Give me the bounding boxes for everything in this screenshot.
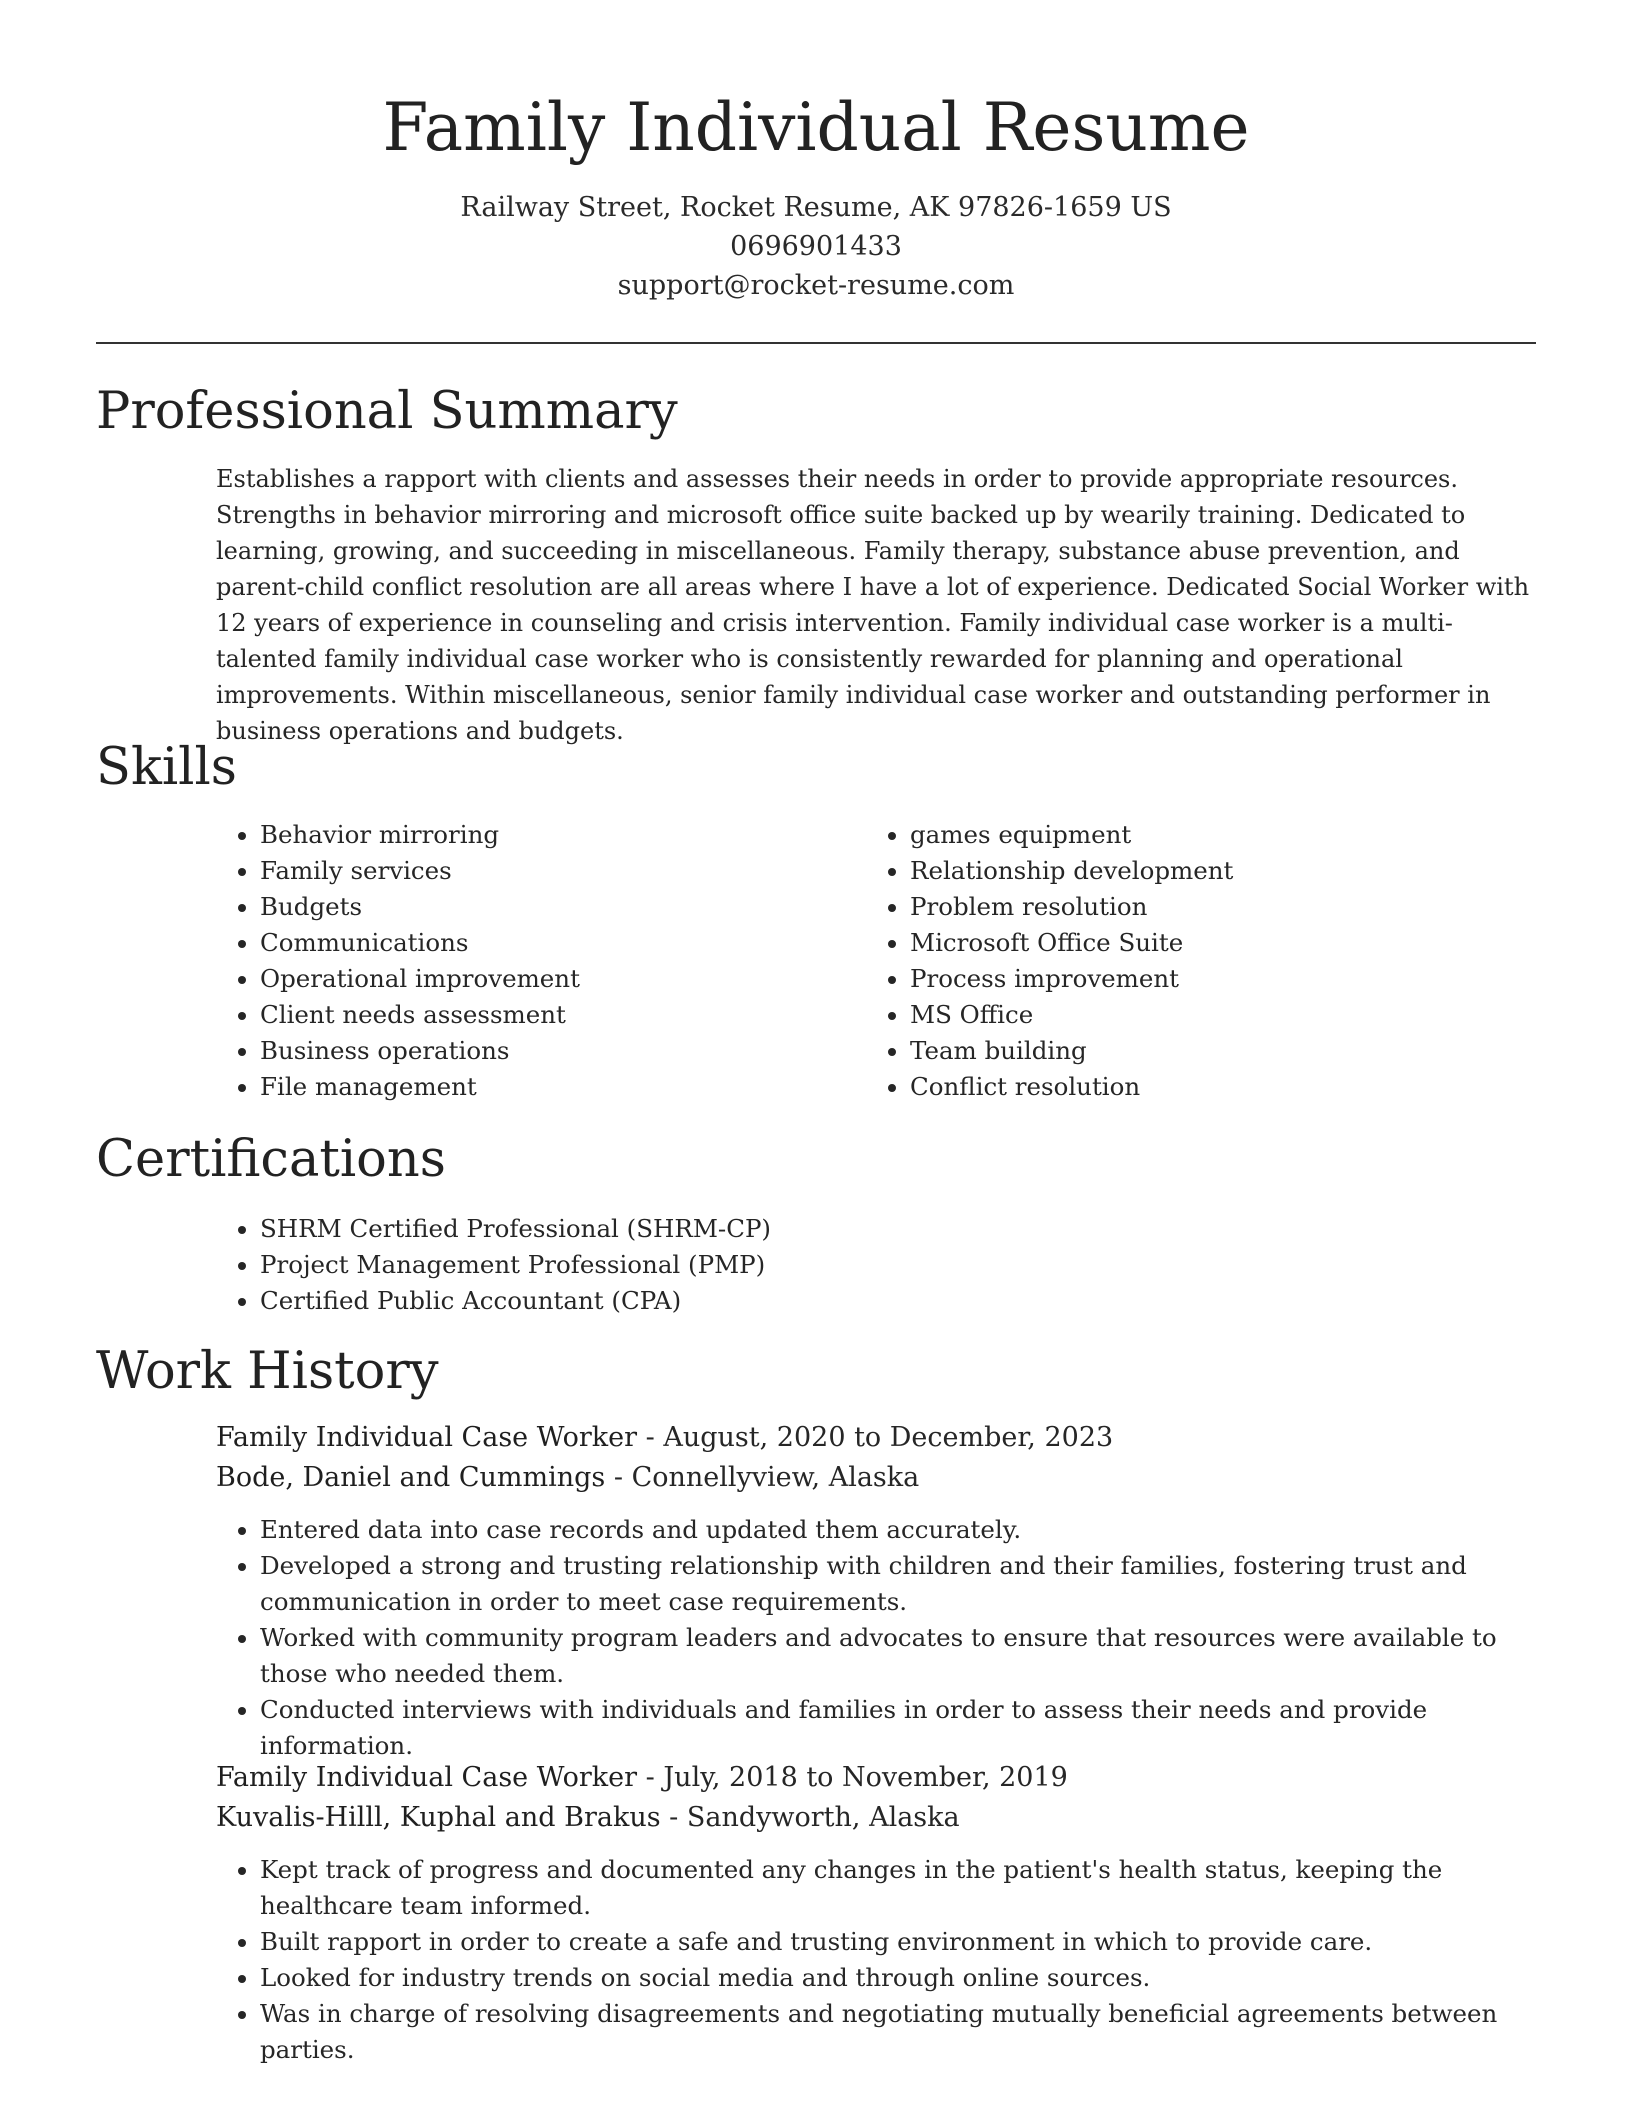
job-title-line	[216, 1758, 1536, 1798]
job-role: Family Individual Case Worker	[216, 1422, 638, 1453]
job-duty: • Built rapport in order to create a safe and trusting environment in which to provide care.	[260, 1924, 1536, 1960]
certification-item: • Certified Public Accountant (CPA)	[260, 1283, 1216, 1319]
summary-text: Establishes a rapport with clients and assesses their needs in order to provide appropriate resources. Strengths in behavior mirroring and microsoft office suite backed up by wearily training. Dedicated to learning, growing, and succeeding in miscellaneous. Family therapy, substance abuse prevention, and parent-child conflict resolution are all areas where I have a lot of experience. Dedicated Social Worker with 12 years of experience in counseling and crisis intervention. Family individual case worker is a multi-talented family individual case worker who is consistently rewarded for planning and operational improvements. Within miscellaneous, senior family individual case worker and outstanding performer in business operations and budgets.	[216, 465, 1530, 745]
contact-phone: 0696901433	[730, 231, 902, 262]
contact-address: Railway Street, Rocket Resume, AK 97826-1659 US	[460, 192, 1172, 223]
section-title-skills: Skills	[96, 738, 237, 797]
contact-info	[96, 188, 1536, 305]
job-separator: -	[637, 1422, 664, 1453]
job-entry	[216, 1758, 1536, 2068]
skill-item: • Budgets	[260, 889, 856, 925]
job-duties-list	[216, 1512, 1536, 1764]
job-company-line	[216, 1798, 1536, 1838]
skill-item: • Problem resolution	[910, 889, 1506, 925]
job-duty: • Looked for industry trends on social media and through online sources.	[260, 1960, 1536, 1996]
section-title-work-history: Work History	[96, 1342, 439, 1401]
certification-item: • Project Management Professional (PMP)	[260, 1247, 1216, 1283]
skill-item: • Conflict resolution	[910, 1069, 1506, 1105]
job-duty: • Developed a strong and trusting relationship with children and their families, fostering trust and communication in order to meet case requirements.	[260, 1548, 1536, 1620]
job-location: Connellyview, Alaska	[631, 1462, 920, 1493]
skill-item: • File management	[260, 1069, 856, 1105]
job-duties-list	[216, 1852, 1536, 2068]
skill-item: • Microsoft Office Suite	[910, 925, 1506, 961]
resume-name: Family Individual Resume	[382, 89, 1250, 166]
skill-item: • Team building	[910, 1033, 1506, 1069]
skill-item: • Relationship development	[910, 853, 1506, 889]
job-separator: -	[660, 1802, 687, 1833]
certification-item: • SHRM Certified Professional (SHRM-CP)	[260, 1211, 1216, 1247]
job-duty: • Kept track of progress and documented any changes in the patient's health status, keeping the healthcare team informed.	[260, 1852, 1536, 1924]
skill-item: • Business operations	[260, 1033, 856, 1069]
skill-item: • Behavior mirroring	[260, 817, 856, 853]
job-company: Bode, Daniel and Cummings	[216, 1462, 606, 1493]
job-dates: August, 2020 to December, 2023	[663, 1422, 1114, 1453]
job-duty: • Conducted interviews with individuals and families in order to assess their needs and provide information.	[260, 1692, 1536, 1764]
job-role: Family Individual Case Worker	[216, 1762, 638, 1793]
skill-item: • Process improvement	[910, 961, 1506, 997]
job-duty: • Entered data into case records and updated them accurately.	[260, 1512, 1536, 1548]
job-location: Sandyworth, Alaska	[686, 1802, 960, 1833]
job-separator: -	[605, 1462, 632, 1493]
header-divider	[96, 342, 1536, 344]
skill-item: • Family services	[260, 853, 856, 889]
job-duty: • Was in charge of resolving disagreements and negotiating mutually beneficial agreements between parties.	[260, 1996, 1536, 2068]
section-title-certifications: Certifications	[96, 1130, 446, 1189]
job-title-line	[216, 1418, 1536, 1458]
skill-item: • games equipment	[910, 817, 1506, 853]
skills-list-right	[866, 817, 1506, 1105]
skill-item: • Operational improvement	[260, 961, 856, 997]
skill-item: • Client needs assessment	[260, 997, 856, 1033]
section-title-summary: Professional Summary	[96, 382, 678, 441]
skill-item: • MS Office	[910, 997, 1506, 1033]
contact-email: support@rocket-resume.com	[617, 270, 1015, 301]
job-entry	[216, 1418, 1536, 1764]
skill-item: • Communications	[260, 925, 856, 961]
job-company: Kuvalis-Hilll, Kuphal and Brakus	[216, 1802, 661, 1833]
certifications-list	[216, 1211, 1216, 1319]
job-company-line	[216, 1458, 1536, 1498]
job-dates: July, 2018 to November, 2019	[663, 1762, 1068, 1793]
resume-header	[96, 84, 1536, 305]
skills-list-left	[216, 817, 856, 1105]
job-separator: -	[637, 1762, 664, 1793]
job-duty: • Worked with community program leaders and advocates to ensure that resources were available to those who needed them.	[260, 1620, 1536, 1692]
